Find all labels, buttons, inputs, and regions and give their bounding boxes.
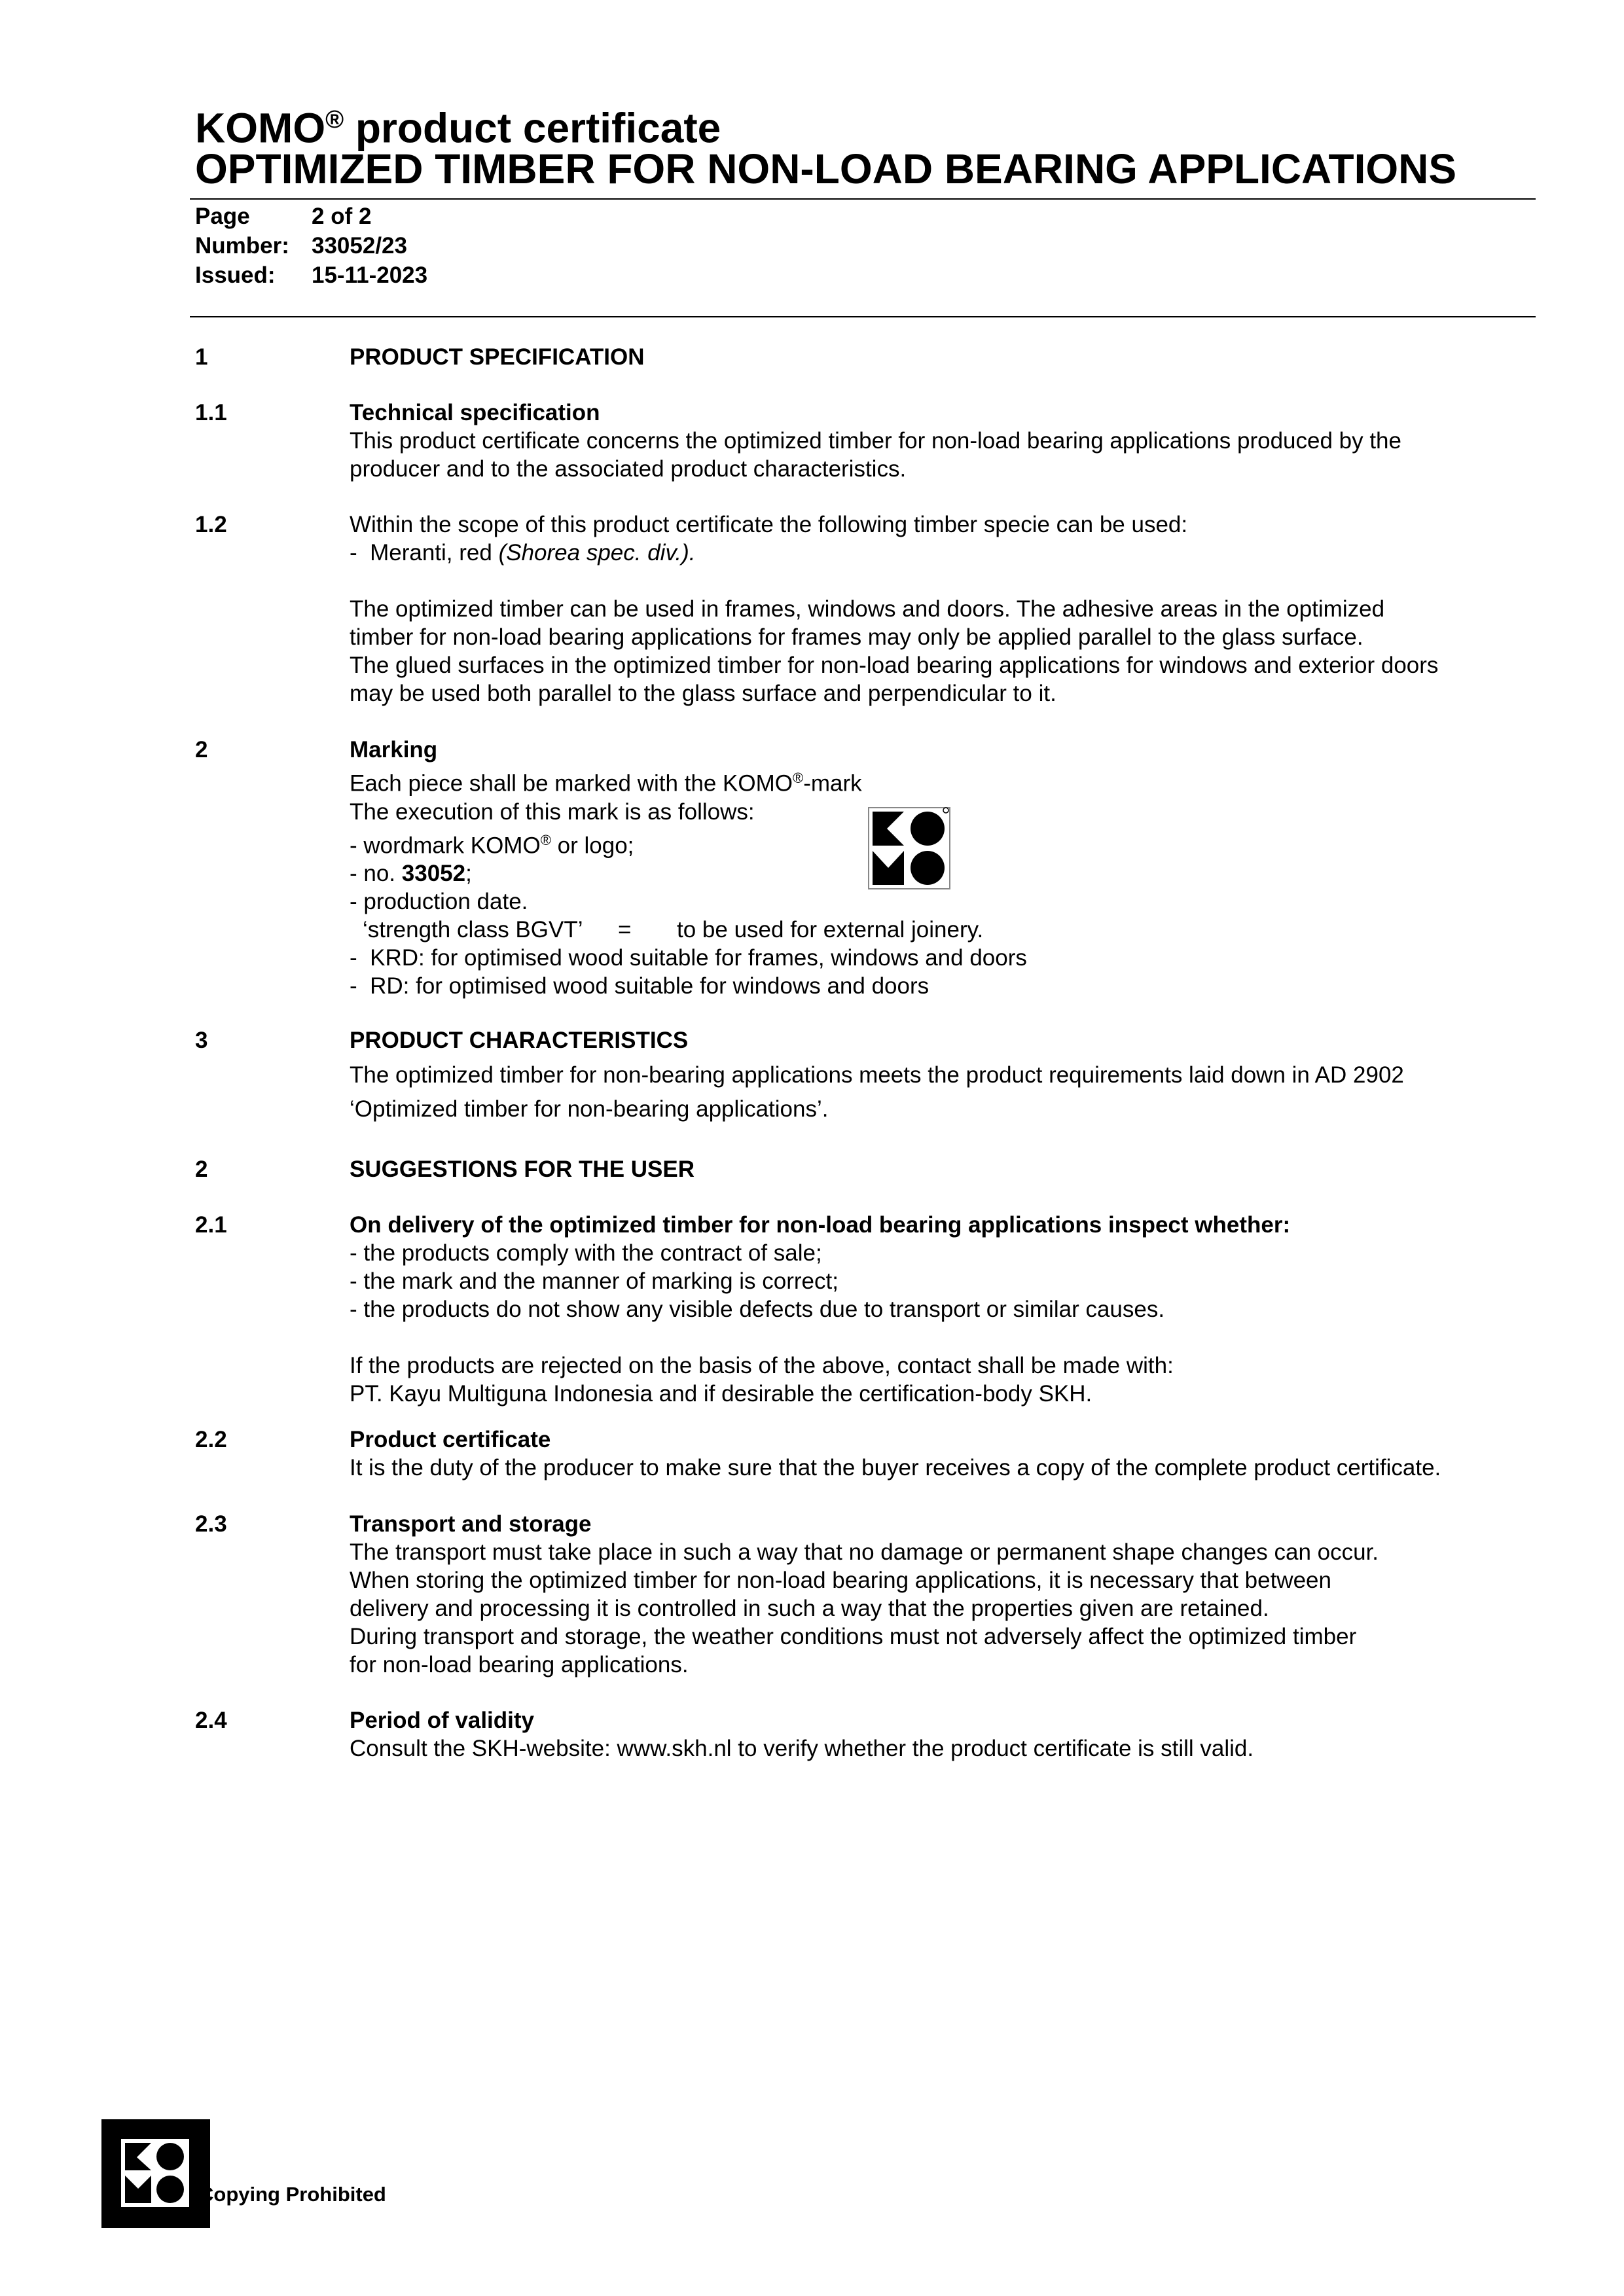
section-number: 1.2 — [195, 512, 227, 537]
section-number: 2 — [195, 737, 208, 762]
section-number: 2.3 — [195, 1511, 227, 1537]
section-2-4 — [195, 1706, 1543, 1763]
registered-mark: ® — [792, 770, 804, 786]
paragraph-line: ‘Optimized timber for non-bearing applications’. — [350, 1096, 829, 1122]
meta-page-row — [195, 202, 427, 231]
paragraph-line: If the products are rejected on the basis of the above, contact shall be made with: — [350, 1353, 1174, 1378]
section-heading: PRODUCT SPECIFICATION — [350, 344, 645, 370]
section-number: 2.4 — [195, 1708, 227, 1733]
section-number: 2.2 — [195, 1427, 227, 1452]
section-2-1 — [195, 1211, 1543, 1408]
section-2-3 — [195, 1510, 1543, 1679]
section-heading: Period of validity — [350, 1708, 534, 1733]
section-heading: PRODUCT CHARACTERISTICS — [350, 1028, 689, 1053]
header-rule — [190, 198, 1536, 200]
text-run: ; — [465, 861, 472, 887]
paragraph-line: The transport must take place in such a way that no damage or permanent shape changes can occur. — [350, 1539, 1379, 1565]
section-1-2 — [195, 511, 1543, 708]
meta-number-value: 33052/23 — [312, 233, 407, 259]
footer-copyright: Copying Prohibited — [199, 2183, 386, 2206]
paragraph-line: PT. Kayu Multiguna Indonesia and if desirable the certification-body SKH. — [350, 1381, 1092, 1407]
equals-sign: = — [618, 917, 632, 943]
text-run: -mark — [803, 770, 862, 797]
paragraph-line: may be used both parallel to the glass surface and perpendicular to it. — [350, 681, 1056, 706]
section-2-2 — [195, 1426, 1543, 1482]
text-run: or logo; — [550, 833, 634, 859]
paragraph-line: It is the duty of the producer to make sure that the buyer receives a copy of the complete product certificate. — [350, 1455, 1441, 1480]
strength-class-line — [350, 916, 1543, 944]
section-heading: On delivery of the optimized timber for non-load bearing applications inspect whether: — [350, 1212, 1291, 1238]
paragraph-line: Within the scope of this product certificate the following timber specie can be used: — [350, 512, 1188, 537]
section-heading: Product certificate — [350, 1427, 551, 1452]
section-number: 2.1 — [195, 1212, 227, 1238]
section-heading: Transport and storage — [350, 1511, 592, 1537]
text-run: - no. — [350, 861, 402, 887]
section-number: 3 — [195, 1028, 208, 1053]
strength-class: ‘strength class BGVT’ — [363, 917, 583, 943]
meta-number-row — [195, 231, 427, 260]
title-rest: product certificate — [344, 104, 721, 152]
section-3 — [195, 1026, 1543, 1126]
section-heading: Marking — [350, 737, 438, 762]
text-run: Each piece shall be marked with the KOMO — [350, 770, 793, 797]
section-1 — [195, 343, 1543, 371]
paragraph-line: During transport and storage, the weather conditions must not adversely affect the optimized timber — [350, 1624, 1357, 1649]
section-suggestions — [195, 1155, 1543, 1183]
page-subtitle: OPTIMIZED TIMBER FOR NON-LOAD BEARING APPLICATIONS — [195, 145, 1457, 192]
certificate-number: 33052 — [401, 861, 466, 887]
section-number: 1.1 — [195, 400, 227, 425]
registered-mark: ® — [540, 831, 551, 848]
komo-footer-logo-icon — [101, 2119, 210, 2228]
section-heading: SUGGESTIONS FOR THE USER — [350, 1157, 695, 1182]
text-run: - wordmark KOMO — [350, 833, 541, 859]
paragraph-line: This product certificate concerns the optimized timber for non-load bearing applications produced by the — [350, 428, 1401, 454]
meta-page-label: Page — [195, 204, 250, 229]
paragraph-line: The optimized timber can be used in frames, windows and doors. The adhesive areas in the optimized — [350, 596, 1385, 622]
species-name: - Meranti, red — [350, 540, 499, 565]
list-item: - the products comply with the contract of sale; — [350, 1240, 822, 1266]
section-number: 2 — [195, 1157, 208, 1182]
species-latin: (Shorea spec. div.). — [498, 540, 696, 565]
document-meta — [195, 202, 427, 290]
strength-description: to be used for external joinery. — [677, 917, 984, 943]
paragraph-line: timber for non-load bearing applications for frames may only be applied parallel to the glass surface. — [350, 624, 1363, 650]
list-item: - the mark and the manner of marking is correct; — [350, 1268, 839, 1294]
paragraph-line: When storing the optimized timber for non-load bearing applications, it is necessary that between — [350, 1568, 1331, 1593]
paragraph-line: The optimized timber for non-bearing applications meets the product requirements laid down in AD 2902 — [350, 1062, 1404, 1088]
meta-issued-value: 15-11-2023 — [312, 262, 428, 288]
meta-page-value: 2 of 2 — [312, 204, 372, 229]
paragraph-line: for non-load bearing applications. — [350, 1652, 689, 1677]
section-1-1 — [195, 399, 1543, 483]
title-registered-mark: ® — [325, 106, 344, 134]
title-komo: KOMO — [195, 104, 326, 152]
list-item: - RD: for optimised wood suitable for windows and doors — [350, 973, 929, 999]
section-heading: Technical specification — [350, 400, 600, 425]
paragraph-line — [350, 764, 1543, 798]
paragraph-line: producer and to the associated product characteristics. — [350, 456, 907, 482]
paragraph-line: The execution of this mark is as follows: — [350, 798, 755, 825]
list-item: - the products do not show any visible defects due to transport or similar causes. — [350, 1297, 1165, 1322]
meta-issued-row — [195, 260, 427, 290]
komo-logo-icon — [867, 806, 951, 890]
species-line — [350, 539, 1543, 567]
list-item: - KRD: for optimised wood suitable for frames, windows and doors — [350, 945, 1027, 971]
meta-issued-label: Issued: — [195, 262, 276, 288]
meta-number-label: Number: — [195, 233, 289, 259]
meta-rule — [190, 316, 1536, 317]
paragraph-line: Consult the SKH-website: www.skh.nl to verify whether the product certificate is still valid. — [350, 1736, 1254, 1761]
paragraph-line: delivery and processing it is controlled in such a way that the properties given are retained. — [350, 1596, 1269, 1621]
paragraph-line: The glued surfaces in the optimized timber for non-load bearing applications for windows and exterior doors — [350, 653, 1439, 678]
section-number: 1 — [195, 344, 208, 370]
list-item: - production date. — [350, 889, 528, 915]
